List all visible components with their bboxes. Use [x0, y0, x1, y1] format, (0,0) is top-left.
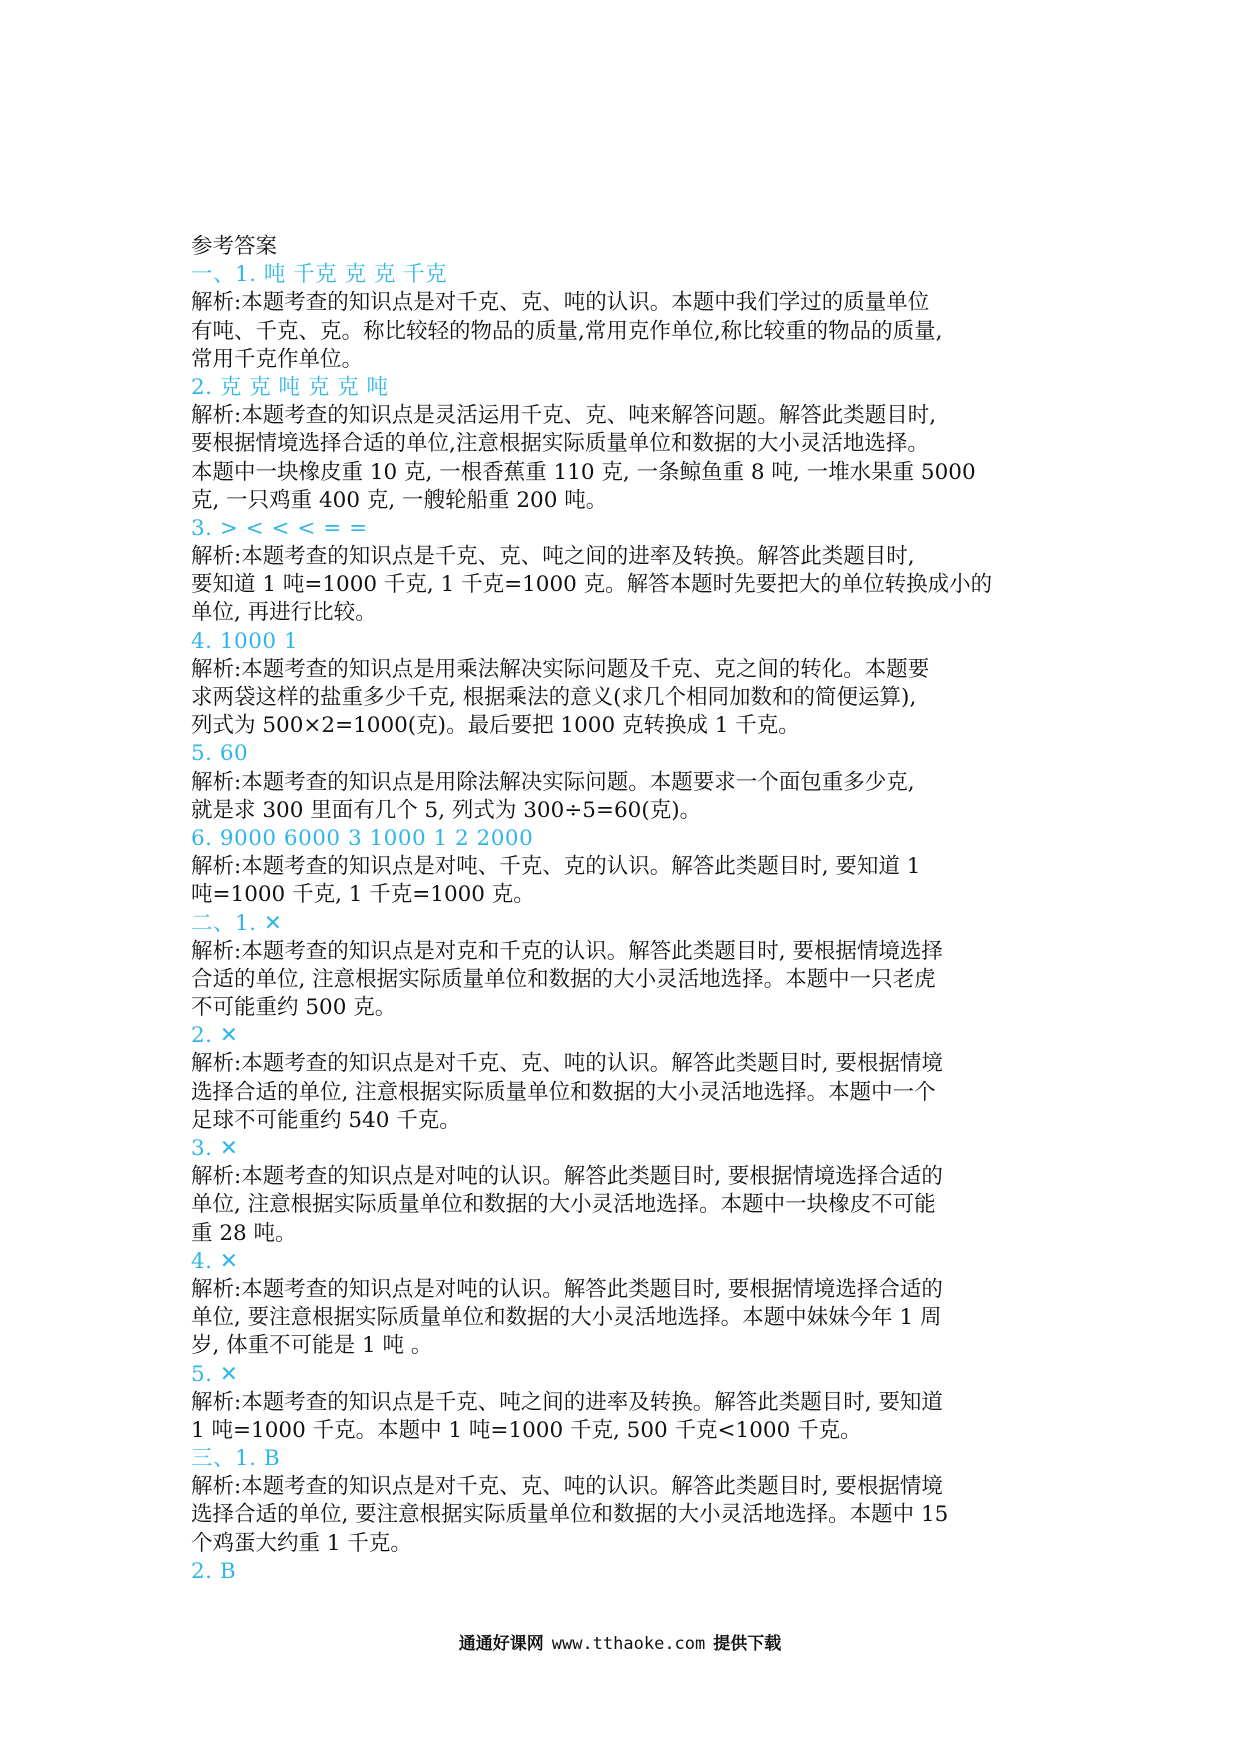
explanation-line: 求两袋这样的盐重多少千克, 根据乘法的意义(求几个相同加数和的简便运算),	[191, 685, 917, 710]
explanation-line: 单位, 注意根据实际质量单位和数据的大小灵活地选择。本题中一块橡皮不可能	[191, 1192, 936, 1218]
footer-suffix: 提供下载	[713, 1634, 782, 1654]
page-footer	[0, 1629, 1240, 1654]
explanation-line: 解析:本题考查的知识点是灵活运用千克、克、吨来解答问题。解答此类题目时,	[191, 403, 937, 429]
answer-line: 三、1. B	[191, 1446, 281, 1472]
answer-lines	[191, 261, 1061, 1586]
explanation-line: 足球不可能重约 540 千克。	[191, 1107, 461, 1133]
explanation-line: 解析:本题考查的知识点是千克、克、吨之间的进率及转换。解答此类题目时,	[191, 544, 915, 570]
footer-site-name: 通通好课网	[458, 1634, 544, 1654]
explanation-line: 吨=1000 千克, 1 千克=1000 克。	[191, 882, 535, 908]
answer-line: 5. 60	[191, 741, 249, 767]
answer-line: 2. B	[191, 1558, 237, 1584]
answer-document	[191, 233, 1061, 1586]
explanation-line: 单位, 再进行比较。	[191, 600, 377, 626]
explanation-line: 岁, 体重不可能是 1 吨 。	[191, 1333, 433, 1359]
explanation-line: 有吨、千克、克。称比较轻的物品的质量,常用克作单位,称比较重的物品的质量,	[191, 318, 943, 344]
explanation-line: 合适的单位, 注意根据实际质量单位和数据的大小灵活地选择。本题中一只老虎	[191, 966, 936, 992]
explanation-line: 选择合适的单位, 注意根据实际质量单位和数据的大小灵活地选择。本题中一个	[191, 1079, 936, 1105]
explanation-line: 解析:本题考查的知识点是千克、吨之间的进率及转换。解答此类题目时, 要知道	[191, 1389, 943, 1415]
explanation-line: 不可能重约 500 克。	[191, 995, 397, 1021]
answer-line: 4. ✕	[191, 1248, 239, 1274]
answer-line: 3. ✕	[191, 1136, 239, 1161]
explanation-line: 常用千克作单位。	[191, 346, 364, 372]
answer-line: 3. > < < < = =	[191, 515, 368, 541]
answer-line: 2. 克 克 吨 克 克 吨	[191, 374, 389, 400]
explanation-line: 要根据情境选择合适的单位,注意根据实际质量单位和数据的大小灵活地选择。	[191, 431, 929, 457]
explanation-line: 要知道 1 吨=1000 千克, 1 千克=1000 克。解答本题时先要把大的单位转换成小的	[191, 572, 993, 598]
explanation-line: 1 吨=1000 千克。本题中 1 吨=1000 千克, 500 千克<1000 千克。	[191, 1417, 862, 1443]
answer-line: 4. 1000 1	[191, 628, 299, 654]
explanation-line: 就是求 300 里面有几个 5, 列式为 300÷5=60(克)。	[191, 797, 702, 823]
document-title: 参考答案	[191, 234, 278, 259]
footer-url[interactable]: www.tthaoke.com	[551, 1634, 706, 1654]
explanation-line: 解析:本题考查的知识点是对吨的认识。解答此类题目时, 要根据情境选择合适的	[191, 1164, 943, 1190]
explanation-line: 个鸡蛋大约重 1 千克。	[191, 1530, 412, 1556]
explanation-line: 克, 一只鸡重 400 克, 一艘轮船重 200 吨。	[191, 487, 608, 513]
answer-line: 二、1. ✕	[191, 910, 283, 936]
answer-line: 一、1. 吨 千克 克 克 千克	[191, 262, 448, 288]
explanation-line: 选择合适的单位, 要注意根据实际质量单位和数据的大小灵活地选择。本题中 15	[191, 1502, 949, 1528]
answer-line: 5. ✕	[191, 1361, 239, 1387]
explanation-line: 列式为 500×2=1000(克)。最后要把 1000 克转换成 1 千克。	[191, 713, 800, 739]
explanation-line: 解析:本题考查的知识点是对千克、克、吨的认识。解答此类题目时, 要根据情境	[191, 1051, 943, 1077]
explanation-line: 重 28 吨。	[191, 1220, 297, 1246]
explanation-line: 解析:本题考查的知识点是对克和千克的认识。解答此类题目时, 要根据情境选择	[191, 938, 943, 964]
explanation-line: 解析:本题考查的知识点是对千克、克、吨的认识。本题中我们学过的质量单位	[191, 290, 930, 316]
explanation-line: 解析:本题考查的知识点是用除法解决实际问题。本题要求一个面包重多少克,	[191, 769, 915, 795]
explanation-line: 本题中一块橡皮重 10 克, 一根香蕉重 110 克, 一条鲸鱼重 8 吨, 一堆水果重 5000	[191, 459, 976, 485]
explanation-line: 解析:本题考查的知识点是对千克、克、吨的认识。解答此类题目时, 要根据情境	[191, 1474, 943, 1500]
explanation-line: 解析:本题考查的知识点是对吨的认识。解答此类题目时, 要根据情境选择合适的	[191, 1276, 943, 1302]
explanation-line: 单位, 要注意根据实际质量单位和数据的大小灵活地选择。本题中妹妹今年 1 周	[191, 1305, 942, 1331]
answer-line: 2. ✕	[191, 1023, 239, 1049]
answer-line: 6. 9000 6000 3 1000 1 2 2000	[191, 825, 534, 851]
explanation-line: 解析:本题考查的知识点是对吨、千克、克的认识。解答此类题目时, 要知道 1	[191, 854, 921, 880]
explanation-line: 解析:本题考查的知识点是用乘法解决实际问题及千克、克之间的转化。本题要	[191, 656, 930, 682]
